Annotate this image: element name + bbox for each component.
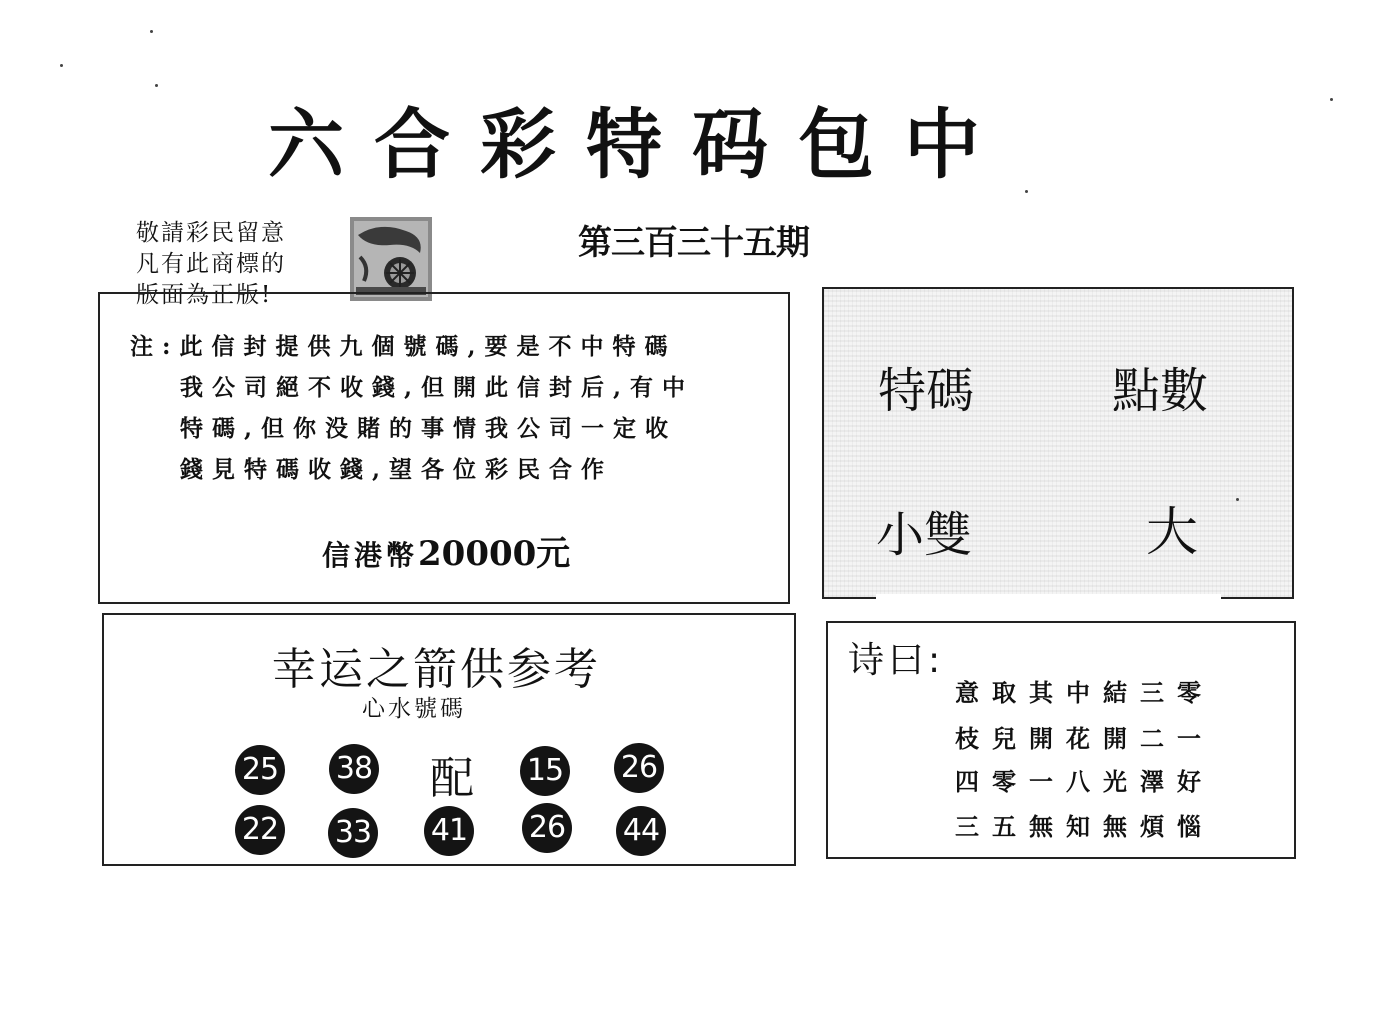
note-line: 特碼,但你没賭的事情我公司一定收 [180,415,678,442]
special-code-value: 小雙 [876,507,973,563]
number-ball: 25 [235,745,285,795]
note-text [130,326,694,490]
scan-speck [1236,498,1239,501]
number-ball: 22 [235,805,285,855]
scan-speck [150,30,153,33]
lucky-title: 幸运之箭供参考 [272,644,601,695]
scan-speck [155,84,158,87]
scan-speck [60,64,63,67]
number-ball: 44 [616,806,666,856]
border-gap [876,594,1221,602]
note-line: 錢見特碼收錢,望各位彩民合作 [180,456,614,483]
number-ball: 26 [614,743,664,793]
trademark-logo-icon [350,217,432,301]
points-label: 點數 [1112,363,1209,419]
scan-speck [1025,190,1028,193]
page-title: 六合彩特码包中 [268,100,1010,189]
note-line: 注:此信封提供九個號碼,要是不中特碼 [130,333,677,360]
number-ball: 15 [520,746,570,796]
issue-number: 第三百三十五期 [578,223,809,263]
notice-line: 敬請彩民留意 [136,220,286,246]
poem-line: 意取其中結三零 [955,678,1214,707]
scan-speck [1330,98,1333,101]
special-code-label: 特碼 [878,363,975,419]
poem-line: 枝兒開花開二一 [955,724,1214,753]
number-ball: 41 [424,806,474,856]
lucky-subtitle: 心水號碼 [362,696,466,722]
price [322,526,570,575]
number-ball: 33 [328,808,378,858]
poem-title: 诗曰: [848,640,945,681]
note-line: 我公司絕不收錢,但開此信封后,有中 [180,374,695,401]
price-prefix: 信港幣 [322,539,419,572]
pair-label: 配 [430,753,474,804]
number-ball: 26 [522,803,572,853]
notice-line: 版面為正版! [136,282,273,308]
notice-line: 凡有此商標的 [136,251,286,277]
poem-line: 四零一八光澤好 [955,767,1214,796]
poem-line: 三五無知無煩惱 [955,812,1214,841]
price-amount: 20000元 [418,534,571,574]
number-ball: 38 [329,744,379,794]
points-value: 大 [1146,503,1199,563]
